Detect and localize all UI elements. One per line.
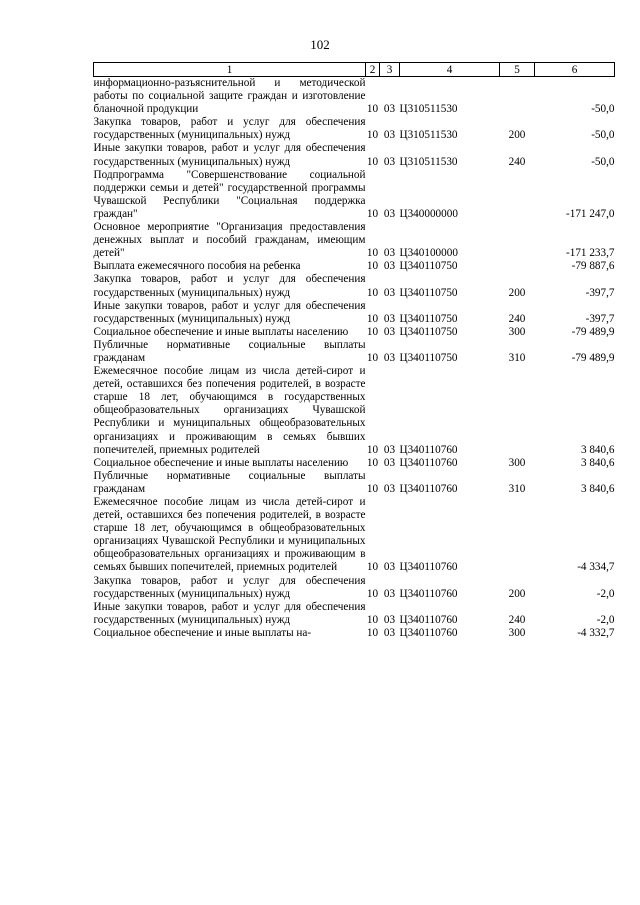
row-expense-type: 240: [508, 312, 526, 325]
row-section: 10: [366, 103, 379, 116]
row-subsection: 03: [383, 587, 396, 600]
row-name: Социальное обеспечение и иные выплаты на-: [93, 626, 312, 639]
row-target-article: Ц340110760: [399, 443, 458, 456]
row-section: 10: [366, 207, 379, 220]
row-target-article: Ц340110760: [399, 482, 458, 495]
table-row: [94, 457, 615, 470]
row-amount: 3 840,6: [580, 482, 615, 495]
row-target-article: Ц340110760: [399, 613, 458, 626]
row-expense-type: [500, 169, 535, 221]
table-row: [94, 221, 615, 260]
header-col-name: 1: [94, 63, 366, 77]
row-amount: -79 489,9: [571, 351, 615, 364]
row-section: 10: [366, 482, 379, 495]
row-amount: -50,0: [591, 129, 615, 142]
row-name: Иные закупки товаров, работ и услуг для обеспечения государственных (муниципальных) нужд: [93, 299, 366, 325]
row-section: 10: [366, 325, 379, 338]
row-section: 10: [366, 129, 379, 142]
header-col-subsection: 3: [380, 63, 400, 77]
row-section: 10: [366, 260, 379, 273]
row-expense-type: 240: [508, 155, 526, 168]
row-expense-type: 200: [508, 286, 526, 299]
header-col-amount: 6: [535, 63, 615, 77]
row-target-article: Ц340110750: [399, 286, 458, 299]
row-expense-type: 240: [508, 613, 526, 626]
row-expense-type: 300: [508, 626, 526, 639]
row-target-article: Ц340110760: [399, 587, 458, 600]
table-header: [94, 63, 615, 77]
table-row: [94, 142, 615, 168]
row-amount: -50,0: [591, 103, 615, 116]
row-amount: -4 332,7: [577, 626, 615, 639]
page-number: 102: [310, 37, 330, 52]
row-section: 10: [366, 456, 379, 469]
row-amount: -2,0: [596, 613, 615, 626]
row-amount: 3 840,6: [580, 443, 615, 456]
row-target-article: Ц340110750: [399, 351, 458, 364]
table-row: [94, 339, 615, 365]
row-subsection: 03: [383, 207, 396, 220]
table-row: [94, 365, 615, 457]
row-subsection: 03: [383, 312, 396, 325]
row-amount: -171 247,0: [566, 207, 615, 220]
row-name: Иные закупки товаров, работ и услуг для обеспечения государственных (муниципальных) нужд: [93, 142, 366, 168]
row-name: Выплата ежемесячного пособия на ребенка: [93, 260, 301, 273]
row-section: 10: [366, 351, 379, 364]
table-row: [94, 273, 615, 299]
row-section: 10: [366, 155, 379, 168]
table-row: [94, 169, 615, 221]
row-section: 10: [366, 613, 379, 626]
row-subsection: 03: [383, 103, 396, 116]
table-row: [94, 470, 615, 496]
row-name: Основное мероприятие "Организация предоставления денежных выплат и пособий гражданам, имеющим детей": [93, 221, 366, 260]
row-subsection: 03: [383, 286, 396, 299]
table-row: [94, 496, 615, 575]
row-subsection: 03: [383, 325, 396, 338]
row-expense-type: [500, 365, 535, 457]
row-name: Закупка товаров, работ и услуг для обеспечения государственных (муниципальных) нужд: [93, 116, 366, 142]
header-col-section: 2: [366, 63, 380, 77]
row-subsection: 03: [383, 155, 396, 168]
row-amount: -79 489,9: [571, 325, 615, 338]
row-subsection: 03: [383, 443, 396, 456]
row-subsection: 03: [383, 260, 396, 273]
row-subsection: 03: [383, 482, 396, 495]
row-subsection: 03: [383, 626, 396, 639]
row-section: 10: [366, 561, 379, 574]
row-target-article: Ц340100000: [399, 247, 458, 260]
row-expense-type: 200: [508, 129, 526, 142]
row-subsection: 03: [383, 561, 396, 574]
row-subsection: 03: [383, 129, 396, 142]
budget-table: [93, 62, 615, 640]
row-expense-type: 310: [508, 351, 526, 364]
row-amount: -397,7: [585, 286, 615, 299]
row-target-article: Ц310511530: [399, 155, 458, 168]
row-name: Публичные нормативные социальные выплаты гражданам: [93, 469, 366, 495]
row-subsection: 03: [383, 613, 396, 626]
row-amount: -50,0: [591, 155, 615, 168]
table-row: [94, 116, 615, 142]
row-name: Публичные нормативные социальные выплаты гражданам: [93, 338, 366, 364]
row-target-article: Ц340000000: [399, 207, 458, 220]
row-expense-type: [500, 77, 535, 117]
row-name: Закупка товаров, работ и услуг для обеспечения государственных (муниципальных) нужд: [93, 574, 366, 600]
row-expense-type: [500, 496, 535, 575]
table-row: [94, 260, 615, 273]
row-target-article: Ц340110750: [399, 260, 458, 273]
table-row: [94, 326, 615, 339]
row-expense-type: 310: [508, 482, 526, 495]
row-expense-type: [500, 221, 535, 260]
table-row: [94, 575, 615, 601]
row-target-article: Ц310511530: [399, 129, 458, 142]
row-section: 10: [366, 286, 379, 299]
row-section: 10: [366, 247, 379, 260]
table-row: [94, 601, 615, 627]
row-name: Закупка товаров, работ и услуг для обеспечения государственных (муниципальных) нужд: [93, 273, 366, 299]
row-name: Иные закупки товаров, работ и услуг для обеспечения государственных (муниципальных) нужд: [93, 600, 366, 626]
row-amount: -171 233,7: [566, 247, 615, 260]
row-expense-type: 300: [508, 325, 526, 338]
row-target-article: Ц340110760: [399, 626, 458, 639]
row-target-article: Ц340110750: [399, 325, 458, 338]
row-target-article: Ц340110750: [399, 312, 458, 325]
table-row: [94, 300, 615, 326]
row-section: 10: [366, 443, 379, 456]
row-target-article: Ц310511530: [399, 103, 458, 116]
row-amount: 3 840,6: [580, 456, 615, 469]
row-expense-type: 200: [508, 587, 526, 600]
header-col-expense-type: 5: [500, 63, 535, 77]
row-subsection: 03: [383, 247, 396, 260]
row-name: Социальное обеспечение и иные выплаты населению: [93, 325, 349, 338]
row-amount: -2,0: [596, 587, 615, 600]
row-section: 10: [366, 312, 379, 325]
row-target-article: Ц340110760: [399, 456, 458, 469]
row-name: Ежемесячное пособие лицам из числа детей-сирот и детей, оставшихся без попечения родителей, в возрасте старше 18 лет, обучающимся в государственных общеобразовательных организациях Чувашской Республики и муниципальных общеобразовательных организациях и проживающим в семьях бывших попечителей, приемных родителей: [93, 365, 366, 456]
row-subsection: 03: [383, 456, 396, 469]
row-name: Социальное обеспечение и иные выплаты населению: [93, 456, 349, 469]
row-expense-type: [500, 260, 535, 273]
table-body: [94, 77, 615, 641]
row-section: 10: [366, 626, 379, 639]
row-amount: -79 887,6: [571, 260, 615, 273]
table-row: [94, 77, 615, 117]
row-amount: -4 334,7: [577, 561, 615, 574]
row-expense-type: 300: [508, 456, 526, 469]
row-amount: -397,7: [585, 312, 615, 325]
header-row: [94, 63, 615, 77]
row-target-article: Ц340110760: [399, 561, 458, 574]
header-col-target-article: 4: [400, 63, 500, 77]
table-row: [94, 627, 615, 640]
row-name: Ежемесячное пособие лицам из числа детей-сирот и детей, оставшихся без попечения родителей, в возрасте старше 18 лет, обучающимся в общеобразовательных организациях Чувашской Республики и муниципальных общеобразовательных организациях и проживающим в семьях бывших попечителей, приемных родителей: [93, 496, 366, 574]
row-section: 10: [366, 587, 379, 600]
row-subsection: 03: [383, 351, 396, 364]
row-name: информационно-разъяснительной и методической работы по социальной защите граждан и изготовление бланочной продукции: [93, 77, 366, 116]
row-name: Подпрограмма "Совершенствование социальной поддержки семьи и детей" государственной программы Чувашской Республики "Социальная поддержка граждан": [93, 168, 366, 220]
